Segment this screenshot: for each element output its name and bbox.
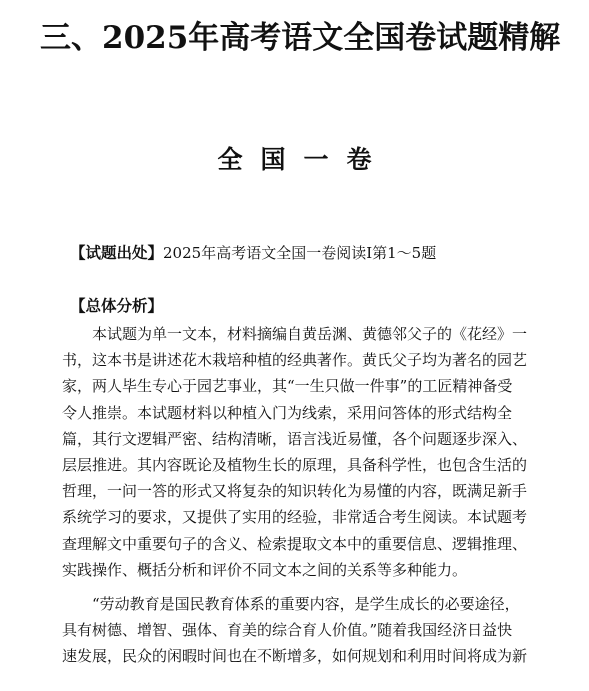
source-label: 【试题出处】 [70, 244, 164, 262]
body-text [62, 321, 562, 670]
text-line: 具有树德、增智、强体、育美的综合育人价值。”随着我国经济日益快 [62, 621, 513, 640]
text-line: 书，这本书是讲述花木栽培种植的经典著作。黄氏父子均为著名的园艺 [62, 351, 528, 370]
document-title: 三、2025年高考语文全国卷试题精解 [40, 20, 561, 56]
text-line: 层层推进。其内容既论及植物生长的原理，具备科学性，也包含生活的 [62, 456, 528, 475]
text-line: 家，两人毕生专心于园艺事业，其“一生只做一件事”的工匠精神备受 [62, 377, 513, 396]
source-text: 2025年高考语文全国一卷阅读Ⅰ第1～5题 [163, 244, 437, 262]
text-line: 系统学习的要求，又提供了实用的经验，非常适合考生阅读。本试题考 [62, 508, 528, 527]
text-line: 哲理，一问一答的形式又将复杂的知识转化为易懂的内容，既满足新手 [62, 482, 528, 501]
text-line: 实践操作、概括分析和评价不同文本之间的关系等多种能力。 [62, 560, 468, 579]
question-source [70, 240, 570, 266]
text-line: 查理解文中重要句子的含义、检索提取文本中的重要信息、逻辑推理、 [62, 534, 528, 553]
text-line: “劳动教育是国民教育体系的重要内容，是学生成长的必要途径， [62, 595, 520, 614]
text-line: 本试题为单一文本，材料摘编自黄岳渊、黄德邻父子的《花经》一 [62, 325, 528, 343]
text-line: 速发展，民众的闲暇时间也在不断增多，如何规划和利用时间将成为新 [62, 647, 528, 666]
text-line: 篇，其行文逻辑严密、结构清晰，语言浅近易懂，各个问题逐步深入、 [62, 429, 528, 448]
analysis-heading: 【总体分析】 [70, 297, 164, 315]
section-title: 全国一卷 [217, 145, 390, 174]
text-line: 令人推崇。本试题材料以种植入门为线索，采用问答体的形式结构全 [62, 403, 513, 422]
paragraph-2 [62, 591, 562, 670]
paragraph-1 [62, 321, 562, 583]
